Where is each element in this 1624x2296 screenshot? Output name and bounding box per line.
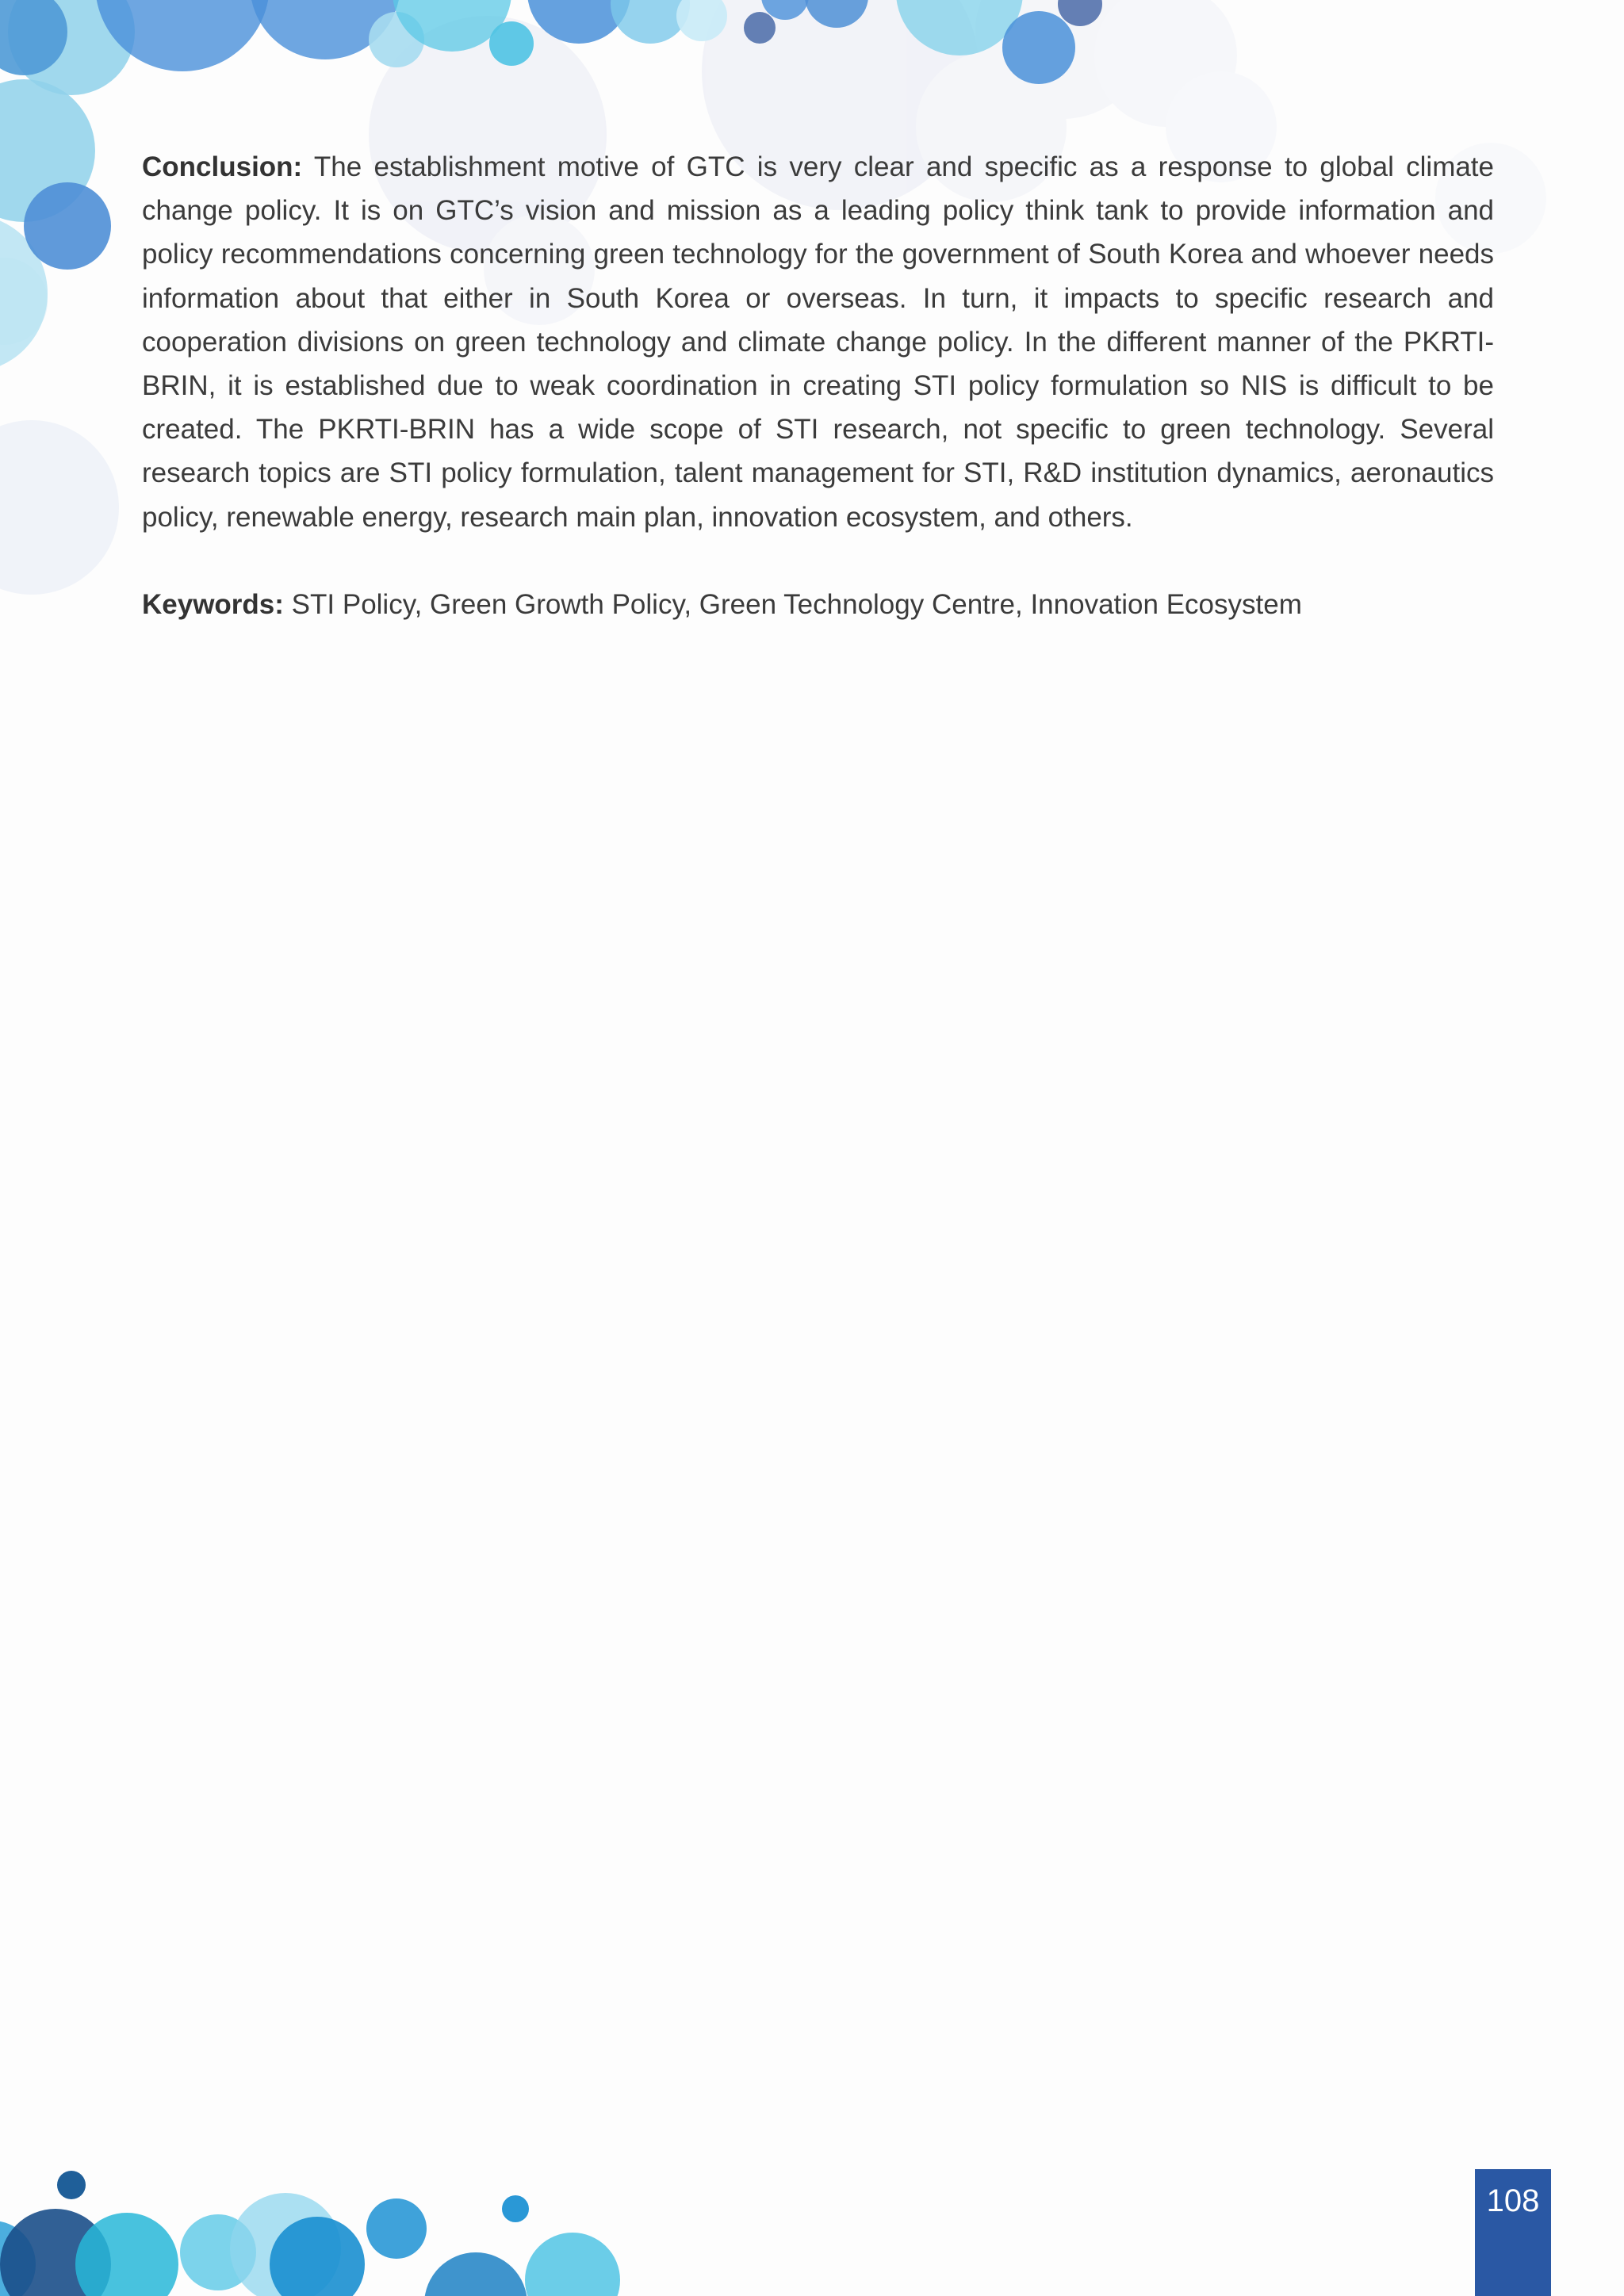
conclusion-label: Conclusion: bbox=[142, 151, 303, 182]
keywords-label: Keywords: bbox=[142, 588, 284, 620]
keywords-text: STI Policy, Green Growth Policy, Green Technology Centre, Innovation Ecosystem bbox=[291, 588, 1302, 620]
conclusion-text: The establishment motive of GTC is very clear and specific as a response to global climate change policy. It is on GTC’s vision and mission as a leading policy think tank to provide information and policy recommendations concerning green technology for the government of South Korea and whoever needs information about that either in South Korea or overseas. In turn, it impacts to specific research and cooperation divisions on green technology and climate change policy. In the different manner of the PKRTI-BRIN, it is established due to weak coordination in creating STI policy formulation so NIS is difficult to be created. The PKRTI-BRIN has a wide scope of STI research, not specific to green technology. Several research topics are STI policy formulation, talent management for STI, R&D institution dynamics, aeronautics policy, renewable energy, research main plan, innovation ecosystem, and others. bbox=[142, 151, 1495, 533]
page-number: 108 bbox=[1475, 2169, 1551, 2296]
conclusion-paragraph bbox=[142, 145, 1494, 539]
decorative-bubbles-bottom bbox=[0, 2153, 650, 2296]
abstract-section bbox=[142, 145, 1494, 626]
keywords-paragraph bbox=[142, 583, 1494, 626]
